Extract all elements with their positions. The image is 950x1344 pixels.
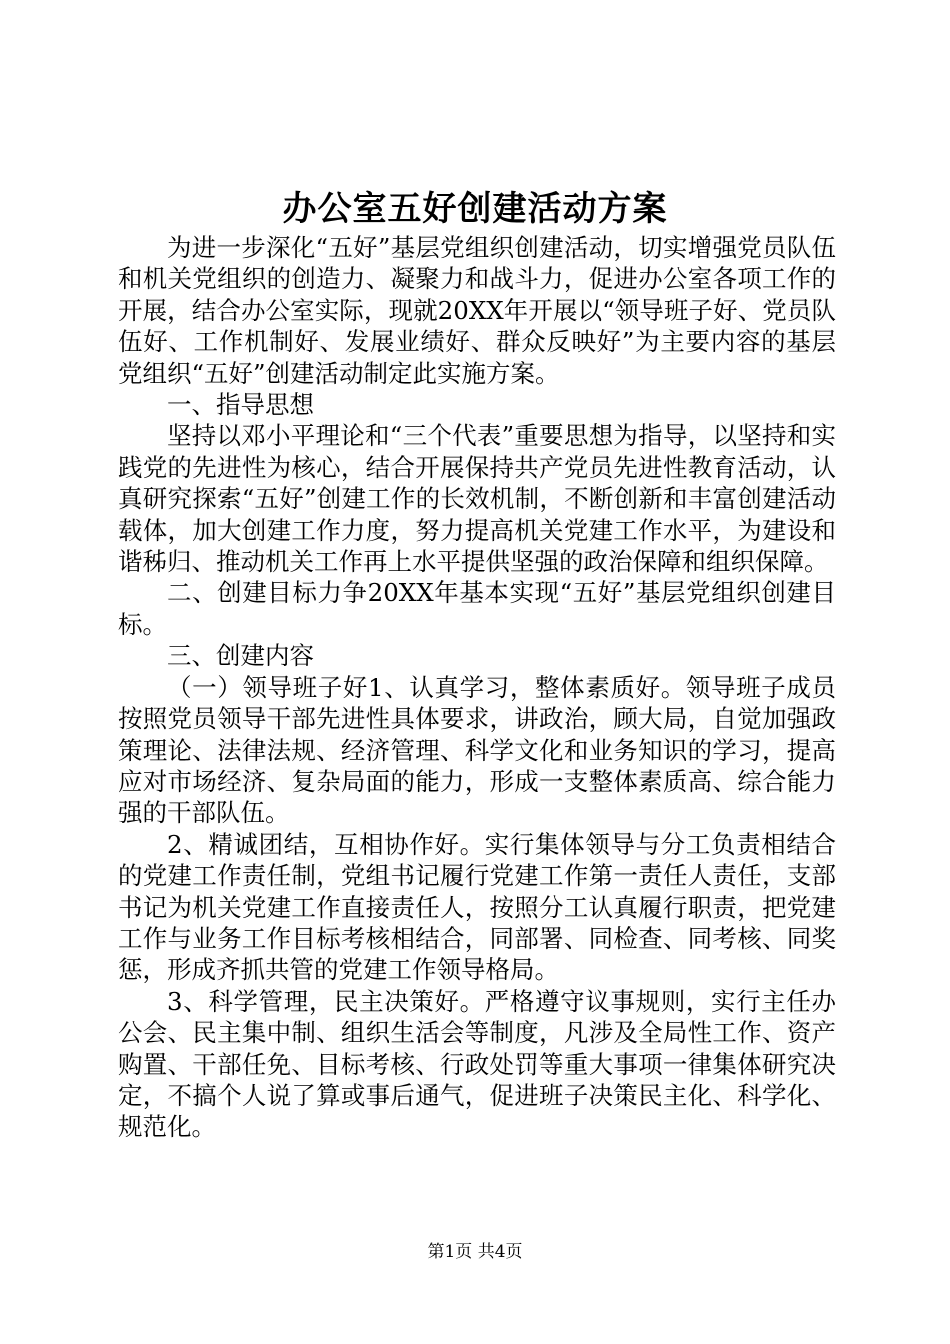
document-title: 办公室五好创建活动方案 xyxy=(282,189,668,229)
section-creation-goal-paragraph: 二、创建目标力争20XX年基本实现“五好”基层党组织创建目标。 xyxy=(118,578,836,639)
intro-paragraph: 为进一步深化“五好”基层党组织创建活动，切实增强党员队伍和机关党组织的创造力、凝聚力和战斗力，促进办公室各项工作的开展，结合办公室实际，现就20XX年开展以“领导班子好、党员队伍好、工作机制好、发展业绩好、群众反映好”为主要内容的基层党组织“五好”创建活动制定此实施方案。 xyxy=(118,233,836,388)
section-heading-guiding-ideology: 一、指导思想 xyxy=(167,390,314,420)
guiding-ideology-paragraph: 坚持以邓小平理论和“三个代表”重要思想为指导，以坚持和实践党的先进性为核心，结合开展保持共产党员先进性教育活动，认真研究探索“五好”创建工作的长效机制，不断创新和丰富创建活动载体，加大创建工作力度，努力提高机关党建工作水平，为建设和谐秭归、推动机关工作再上水平提供坚强的政治保障和组织保障。 xyxy=(118,421,836,577)
scientific-management-paragraph: 3、科学管理，民主决策好。严格遵守议事规则，实行主任办公会、民主集中制、组织生活会等制度，凡涉及全局性工作、资产购置、干部任免、目标考核、行政处罚等重大事项一律集体研究决定，不搞个人说了算或事后通气，促进班子决策民主化、科学化、规范化。 xyxy=(118,986,836,1142)
page-number-footer: 第1页 共4页 xyxy=(427,1242,523,1262)
section-heading-creation-content: 三、创建内容 xyxy=(167,641,314,671)
document-body xyxy=(118,232,836,1143)
unity-cooperation-paragraph: 2、精诚团结，互相协作好。实行集体领导与分工负责相结合的党建工作责任制，党组书记履行党建工作第一责任人责任，支部书记为机关党建工作直接责任人，按照分工认真履行职责，把党建工作与业务工作目标考核相结合，同部署、同检查、同考核、同奖惩，形成齐抓共管的党建工作领导格局。 xyxy=(118,829,836,985)
leadership-team-paragraph: （一）领导班子好1、认真学习，整体素质好。领导班子成员按照党员领导干部先进性具体要求，讲政治，顾大局，自觉加强政策理论、法律法规、经济管理、科学文化和业务知识的学习，提高应对市场经济、复杂局面的能力，形成一支整体素质高、综合能力强的干部队伍。 xyxy=(118,672,836,828)
